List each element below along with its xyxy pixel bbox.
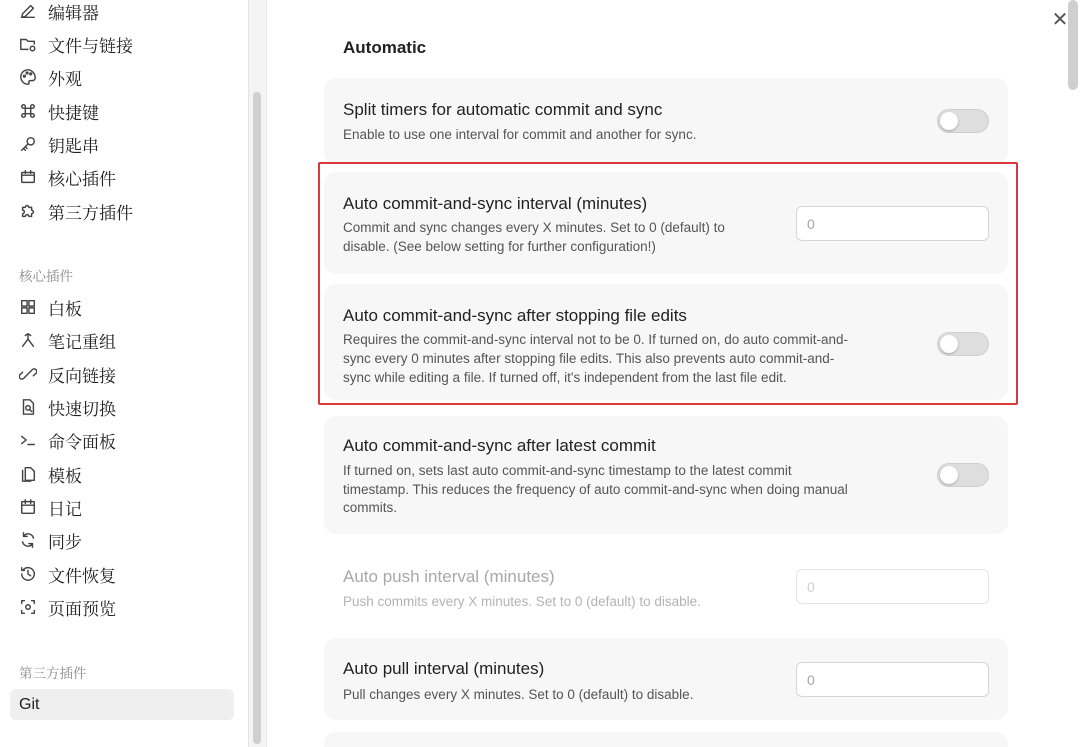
calendar-icon bbox=[18, 497, 38, 517]
backlink-icon bbox=[18, 364, 38, 384]
sidebar-item-label: 核心插件 bbox=[48, 169, 116, 189]
setting-description-line-3: sync while editing a file. If turned off, it's independent from the last file edit. bbox=[343, 370, 787, 385]
sidebar-item-label: 文件与链接 bbox=[48, 36, 133, 56]
calendar-plugin-icon bbox=[18, 167, 38, 187]
sidebar-item-label: 钥匙串 bbox=[48, 136, 99, 156]
setting-description-line-2: disable. (See below setting for further configuration!) bbox=[343, 239, 656, 254]
sidebar-item-community-plugins[interactable] bbox=[18, 196, 133, 226]
sidebar-item-files-links[interactable] bbox=[18, 29, 133, 59]
key-icon bbox=[18, 134, 38, 154]
section-title-core-plugins: 核心插件 bbox=[19, 269, 73, 284]
main-scrollbar[interactable] bbox=[1068, 0, 1078, 90]
sidebar-item-label: 反向链接 bbox=[48, 366, 116, 386]
setting-description-line-1: If turned on, sets last auto commit-and-sync timestamp to the latest commit bbox=[343, 463, 792, 478]
sidebar-item-label: 同步 bbox=[48, 532, 82, 552]
setting-description-line-3: commits. bbox=[343, 500, 397, 515]
sidebar-item-hotkeys[interactable] bbox=[18, 96, 99, 126]
sidebar-scrollbar[interactable] bbox=[253, 92, 261, 744]
sidebar-item-label: 白板 bbox=[48, 299, 82, 319]
setting-auto-commit-sync-after-latest bbox=[324, 416, 1008, 534]
setting-description-line-1: Requires the commit-and-sync interval not to be 0. If turned on, do auto commit-and- bbox=[343, 332, 848, 347]
setting-next-partial bbox=[324, 732, 1008, 747]
setting-title: Auto commit-and-sync interval (minutes) bbox=[343, 194, 648, 213]
after-latest-commit-toggle[interactable] bbox=[937, 463, 989, 487]
sidebar-item-sync[interactable] bbox=[18, 525, 82, 555]
sidebar-item-backlinks[interactable] bbox=[18, 359, 116, 389]
toggle-knob bbox=[940, 466, 958, 484]
setting-auto-push-interval bbox=[324, 546, 1008, 628]
sidebar-item-label: 日记 bbox=[48, 499, 82, 519]
sidebar-item-templates[interactable] bbox=[18, 459, 82, 489]
sidebar-item-label: 第三方插件 bbox=[48, 203, 133, 223]
sidebar-item-page-preview[interactable] bbox=[18, 592, 116, 622]
setting-description: Pull changes every X minutes. Set to 0 (default) to disable. bbox=[343, 687, 694, 702]
sidebar-item-label: 文件恢复 bbox=[48, 566, 116, 586]
terminal-icon bbox=[18, 430, 38, 450]
sidebar-item-quick-switcher[interactable] bbox=[18, 392, 116, 422]
setting-description-line-1: Commit and sync changes every X minutes. Set to 0 (default) to bbox=[343, 220, 725, 235]
auto-push-interval-input bbox=[796, 569, 989, 604]
split-timers-toggle[interactable] bbox=[937, 109, 989, 133]
merge-icon bbox=[18, 330, 38, 350]
history-icon bbox=[18, 564, 38, 584]
pencil-icon bbox=[18, 1, 38, 21]
setting-description-line-2: sync every 0 minutes after stopping file edits. This also prevents auto commit-and- bbox=[343, 351, 835, 366]
setting-description: Enable to use one interval for commit and another for sync. bbox=[343, 127, 697, 142]
setting-description: Push commits every X minutes. Set to 0 (default) to disable. bbox=[343, 594, 701, 609]
setting-title: Auto commit-and-sync after latest commit bbox=[343, 436, 656, 455]
sidebar-item-core-plugins[interactable] bbox=[18, 162, 116, 192]
highlight-box bbox=[318, 162, 1018, 405]
sidebar-item-label: Git bbox=[19, 695, 40, 713]
sidebar-item-file-recovery[interactable] bbox=[18, 559, 116, 589]
files-icon bbox=[18, 464, 38, 484]
sidebar-item-label: 页面预览 bbox=[48, 599, 116, 619]
setting-title: Auto push interval (minutes) bbox=[343, 567, 555, 586]
close-icon[interactable]: ✕ bbox=[1051, 9, 1069, 31]
sidebar-item-appearance[interactable] bbox=[18, 62, 82, 92]
setting-split-timers bbox=[324, 78, 1008, 164]
palette-icon bbox=[18, 67, 38, 87]
canvas-grid-icon bbox=[18, 297, 38, 317]
toggle-knob bbox=[940, 112, 958, 130]
section-title-community-plugins: 第三方插件 bbox=[19, 666, 87, 681]
sidebar-item-git[interactable] bbox=[10, 689, 234, 720]
sidebar-item-label: 快捷键 bbox=[48, 103, 99, 123]
setting-title: Auto pull interval (minutes) bbox=[343, 659, 545, 678]
sidebar-item-label: 命令面板 bbox=[48, 432, 116, 452]
sidebar-item-label: 笔记重组 bbox=[48, 332, 116, 352]
sidebar-item-command-palette[interactable] bbox=[18, 425, 116, 455]
sidebar-item-canvas[interactable] bbox=[18, 292, 82, 322]
sidebar-item-note-composer[interactable] bbox=[18, 325, 116, 355]
settings-sidebar bbox=[0, 0, 249, 747]
auto-pull-interval-input[interactable] bbox=[796, 662, 989, 697]
file-search-icon bbox=[18, 397, 38, 417]
sidebar-item-keychain[interactable] bbox=[18, 129, 99, 159]
command-icon bbox=[18, 101, 38, 121]
sidebar-item-label: 外观 bbox=[48, 69, 82, 89]
setting-auto-pull-interval bbox=[324, 638, 1008, 720]
sidebar-item-label: 编辑器 bbox=[48, 3, 99, 23]
sidebar-item-daily-notes[interactable] bbox=[18, 492, 82, 522]
setting-title: Auto commit-and-sync after stopping file edits bbox=[343, 306, 687, 325]
puzzle-icon bbox=[18, 201, 38, 221]
sidebar-item-label: 快速切换 bbox=[48, 399, 116, 419]
setting-title: Split timers for automatic commit and sync bbox=[343, 100, 663, 119]
folder-settings-icon bbox=[18, 34, 38, 54]
preview-icon bbox=[18, 597, 38, 617]
section-heading: Automatic bbox=[343, 38, 427, 57]
sidebar-item-editor[interactable] bbox=[18, 0, 99, 26]
sync-icon bbox=[18, 530, 38, 550]
setting-description-line-2: timestamp. This reduces the frequency of auto commit-and-sync when doing manual bbox=[343, 482, 848, 497]
sidebar-item-label: 模板 bbox=[48, 466, 82, 486]
